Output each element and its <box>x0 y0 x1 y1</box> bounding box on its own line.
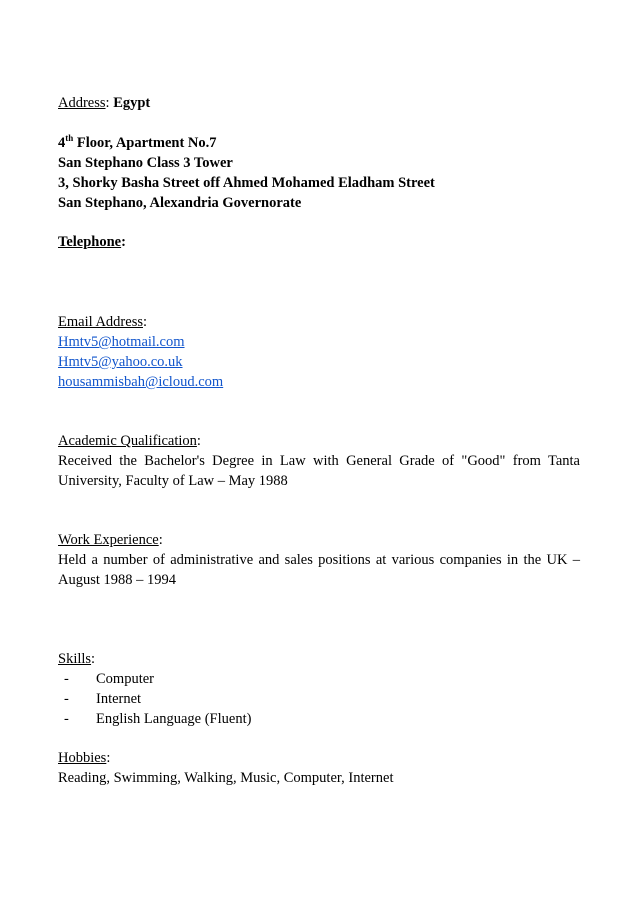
address-line-4: San Stephano, Alexandria Governorate <box>58 195 302 211</box>
email-link-icloud[interactable]: housammisbah@icloud.com <box>58 374 224 390</box>
work-text: Held a number of administrative and sales positions at various companies in the UK – August 1988 – 1994 <box>58 552 580 588</box>
telephone-section <box>58 232 580 252</box>
skills-label: Skills <box>58 651 92 667</box>
address-country: Egypt <box>113 95 151 111</box>
address-line-1: 4th Floor, Apartment No.7 <box>58 133 217 151</box>
work-label: Work Experience <box>58 532 159 548</box>
telephone-heading: Telephone: <box>58 234 126 250</box>
academic-label: Academic Qualification <box>58 433 197 449</box>
email-section <box>58 312 580 392</box>
address-heading: Address: Egypt <box>58 95 151 111</box>
list-item: - Internet <box>64 691 142 707</box>
email-heading: Email Address: <box>58 314 148 330</box>
skills-list <box>58 669 580 729</box>
academic-heading: Academic Qualification: <box>58 433 201 449</box>
email-link-hotmail[interactable]: Hmtv5@hotmail.com <box>58 334 185 350</box>
skills-section <box>58 649 580 729</box>
email-link-yahoo[interactable]: Hmtv5@yahoo.co.uk <box>58 354 183 370</box>
list-item: - Computer <box>64 671 154 687</box>
address-lines <box>58 133 580 213</box>
hobbies-heading: Hobbies: <box>58 750 111 766</box>
list-item: - English Language (Fluent) <box>64 711 252 727</box>
address-section <box>58 93 580 113</box>
address-line-2: San Stephano Class 3 Tower <box>58 155 233 171</box>
work-heading: Work Experience: <box>58 532 163 548</box>
work-section <box>58 530 580 590</box>
hobbies-label: Hobbies <box>58 750 107 766</box>
academic-text: Received the Bachelor's Degree in Law with General Grade of "Good" from Tanta University, Faculty of Law – May 1988 <box>58 453 580 489</box>
email-label: Email Address <box>58 314 143 330</box>
address-line-3: 3, Shorky Basha Street off Ahmed Mohamed Eladham Street <box>58 175 435 191</box>
academic-section <box>58 431 580 491</box>
hobbies-section <box>58 748 580 788</box>
skills-heading: Skills: <box>58 651 96 667</box>
hobbies-text: Reading, Swimming, Walking, Music, Computer, Internet <box>58 770 394 786</box>
telephone-label: Telephone <box>58 234 122 250</box>
address-label: Address <box>58 95 106 111</box>
